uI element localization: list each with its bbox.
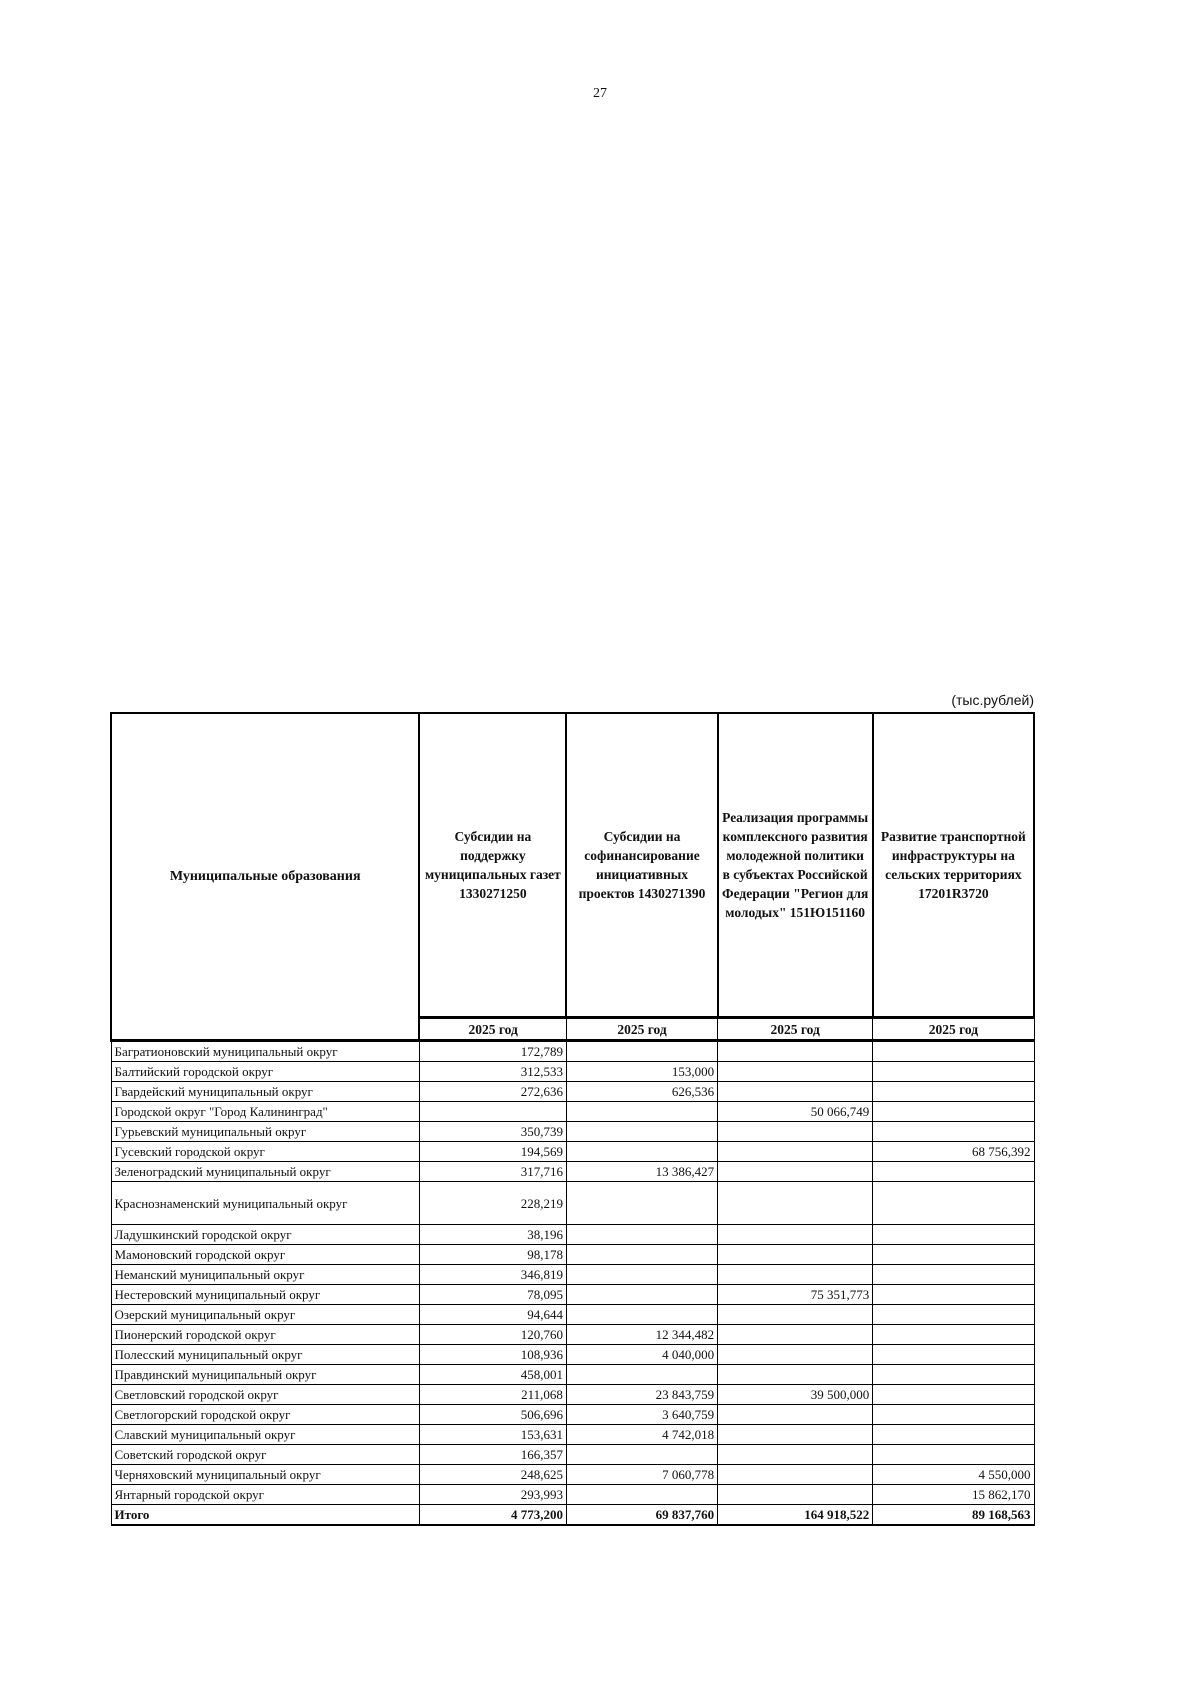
page-number: 27 bbox=[593, 86, 607, 101]
newspaper-subsidy-cell: 120,760 bbox=[419, 1325, 566, 1345]
initiative-projects-cell bbox=[566, 1142, 717, 1162]
municipality-name: Советский городской округ bbox=[111, 1445, 419, 1465]
table-row bbox=[111, 1122, 1034, 1142]
table-row bbox=[111, 1082, 1034, 1102]
initiative-projects-cell: 7 060,778 bbox=[566, 1465, 717, 1485]
header-youth-policy: Реализация программы комплексного развития молодежной политики в субъектах Российской Федерации "Регион для молодых" 151Ю151160 bbox=[718, 713, 873, 1018]
municipality-name: Ладушкинский городской округ bbox=[111, 1225, 419, 1245]
rural-transport-cell bbox=[873, 1082, 1034, 1102]
municipality-name: Зеленоградский муниципальный округ bbox=[111, 1162, 419, 1182]
newspaper-subsidy-cell: 293,993 bbox=[419, 1485, 566, 1505]
header-municipalities: Муниципальные образования bbox=[111, 713, 419, 1041]
table-row bbox=[111, 1465, 1034, 1485]
municipality-name: Неманский муниципальный округ bbox=[111, 1265, 419, 1285]
municipality-name: Полесский муниципальный округ bbox=[111, 1345, 419, 1365]
total-newspaper-subsidy-cell: 4 773,200 bbox=[419, 1505, 566, 1526]
initiative-projects-cell: 626,536 bbox=[566, 1082, 717, 1102]
newspaper-subsidy-cell: 350,739 bbox=[419, 1122, 566, 1142]
rural-transport-cell bbox=[873, 1225, 1034, 1245]
year-header: 2025 год bbox=[718, 1018, 873, 1041]
table-row bbox=[111, 1405, 1034, 1425]
initiative-projects-cell: 3 640,759 bbox=[566, 1405, 717, 1425]
youth-policy-cell bbox=[718, 1325, 873, 1345]
newspaper-subsidy-cell: 172,789 bbox=[419, 1041, 566, 1062]
units-label: (тыс.рублей) bbox=[951, 692, 1034, 708]
municipality-name: Светловский городской округ bbox=[111, 1385, 419, 1405]
total-rural-transport-cell: 89 168,563 bbox=[873, 1505, 1034, 1526]
initiative-projects-cell bbox=[566, 1041, 717, 1062]
rural-transport-cell bbox=[873, 1305, 1034, 1325]
initiative-projects-cell bbox=[566, 1102, 717, 1122]
rural-transport-cell bbox=[873, 1265, 1034, 1285]
municipality-name: Гвардейский муниципальный округ bbox=[111, 1082, 419, 1102]
total-label: Итого bbox=[111, 1505, 419, 1526]
initiative-projects-cell bbox=[566, 1285, 717, 1305]
table-header-row bbox=[111, 713, 1034, 1018]
youth-policy-cell bbox=[718, 1425, 873, 1445]
table-row bbox=[111, 1365, 1034, 1385]
youth-policy-cell bbox=[718, 1142, 873, 1162]
municipality-name: Янтарный городской округ bbox=[111, 1485, 419, 1505]
newspaper-subsidy-cell bbox=[419, 1102, 566, 1122]
initiative-projects-cell: 4 742,018 bbox=[566, 1425, 717, 1445]
youth-policy-cell bbox=[718, 1082, 873, 1102]
municipality-name: Правдинский муниципальный округ bbox=[111, 1365, 419, 1385]
table-row bbox=[111, 1142, 1034, 1162]
youth-policy-cell: 75 351,773 bbox=[718, 1285, 873, 1305]
municipality-name: Мамоновский городской округ bbox=[111, 1245, 419, 1265]
youth-policy-cell bbox=[718, 1162, 873, 1182]
municipality-name: Славский муниципальный округ bbox=[111, 1425, 419, 1445]
municipality-name: Городской округ "Город Калининград" bbox=[111, 1102, 419, 1122]
municipality-name: Гусевский городской округ bbox=[111, 1142, 419, 1162]
youth-policy-cell bbox=[718, 1265, 873, 1285]
municipality-name: Озерский муниципальный округ bbox=[111, 1305, 419, 1325]
youth-policy-cell bbox=[718, 1062, 873, 1082]
youth-policy-cell: 39 500,000 bbox=[718, 1385, 873, 1405]
rural-transport-cell bbox=[873, 1122, 1034, 1142]
table-row bbox=[111, 1162, 1034, 1182]
initiative-projects-cell bbox=[566, 1122, 717, 1142]
table-row bbox=[111, 1102, 1034, 1122]
table-row bbox=[111, 1325, 1034, 1345]
newspaper-subsidy-cell: 108,936 bbox=[419, 1345, 566, 1365]
youth-policy-cell bbox=[718, 1225, 873, 1245]
initiative-projects-cell: 23 843,759 bbox=[566, 1385, 717, 1405]
municipality-name: Светлогорский городской округ bbox=[111, 1405, 419, 1425]
header-initiative-projects: Субсидии на софинансирование инициативных проектов 1430271390 bbox=[566, 713, 717, 1018]
newspaper-subsidy-cell: 98,178 bbox=[419, 1245, 566, 1265]
rural-transport-cell bbox=[873, 1245, 1034, 1265]
table-row bbox=[111, 1485, 1034, 1505]
initiative-projects-cell bbox=[566, 1245, 717, 1265]
table-row bbox=[111, 1265, 1034, 1285]
rural-transport-cell bbox=[873, 1425, 1034, 1445]
initiative-projects-cell bbox=[566, 1265, 717, 1285]
year-header: 2025 год bbox=[873, 1018, 1034, 1041]
subsidies-table bbox=[110, 712, 1035, 1526]
youth-policy-cell bbox=[718, 1041, 873, 1062]
table-row bbox=[111, 1182, 1034, 1225]
municipality-name: Черняховский муниципальный округ bbox=[111, 1465, 419, 1485]
initiative-projects-cell bbox=[566, 1182, 717, 1225]
youth-policy-cell bbox=[718, 1365, 873, 1385]
initiative-projects-cell bbox=[566, 1305, 717, 1325]
table-row bbox=[111, 1285, 1034, 1305]
rural-transport-cell bbox=[873, 1365, 1034, 1385]
total-initiative-projects-cell: 69 837,760 bbox=[566, 1505, 717, 1526]
newspaper-subsidy-cell: 38,196 bbox=[419, 1225, 566, 1245]
youth-policy-cell bbox=[718, 1405, 873, 1425]
rural-transport-cell bbox=[873, 1285, 1034, 1305]
newspaper-subsidy-cell: 94,644 bbox=[419, 1305, 566, 1325]
rural-transport-cell: 4 550,000 bbox=[873, 1465, 1034, 1485]
table-row bbox=[111, 1445, 1034, 1465]
newspaper-subsidy-cell: 228,219 bbox=[419, 1182, 566, 1225]
municipality-name: Балтийский городской округ bbox=[111, 1062, 419, 1082]
table-row bbox=[111, 1062, 1034, 1082]
year-header: 2025 год bbox=[566, 1018, 717, 1041]
newspaper-subsidy-cell: 211,068 bbox=[419, 1385, 566, 1405]
table-row bbox=[111, 1385, 1034, 1405]
initiative-projects-cell bbox=[566, 1365, 717, 1385]
newspaper-subsidy-cell: 194,569 bbox=[419, 1142, 566, 1162]
initiative-projects-cell bbox=[566, 1485, 717, 1505]
table-row bbox=[111, 1305, 1034, 1325]
rural-transport-cell bbox=[873, 1182, 1034, 1225]
year-header: 2025 год bbox=[419, 1018, 566, 1041]
youth-policy-cell: 50 066,749 bbox=[718, 1102, 873, 1122]
youth-policy-cell bbox=[718, 1345, 873, 1365]
initiative-projects-cell: 153,000 bbox=[566, 1062, 717, 1082]
youth-policy-cell bbox=[718, 1465, 873, 1485]
newspaper-subsidy-cell: 312,533 bbox=[419, 1062, 566, 1082]
table-row bbox=[111, 1041, 1034, 1062]
initiative-projects-cell: 4 040,000 bbox=[566, 1345, 717, 1365]
newspaper-subsidy-cell: 78,095 bbox=[419, 1285, 566, 1305]
youth-policy-cell bbox=[718, 1122, 873, 1142]
rural-transport-cell bbox=[873, 1385, 1034, 1405]
rural-transport-cell bbox=[873, 1102, 1034, 1122]
header-rural-transport: Развитие транспортной инфраструктуры на сельских территориях 17201R3720 bbox=[873, 713, 1034, 1018]
youth-policy-cell bbox=[718, 1485, 873, 1505]
newspaper-subsidy-cell: 272,636 bbox=[419, 1082, 566, 1102]
header-newspaper-subsidies: Субсидии на поддержку муниципальных газет 1330271250 bbox=[419, 713, 566, 1018]
total-row bbox=[111, 1505, 1034, 1526]
youth-policy-cell bbox=[718, 1245, 873, 1265]
municipality-name: Багратионовский муниципальный округ bbox=[111, 1041, 419, 1062]
municipality-name: Нестеровский муниципальный округ bbox=[111, 1285, 419, 1305]
municipality-name: Гурьевский муниципальный округ bbox=[111, 1122, 419, 1142]
rural-transport-cell bbox=[873, 1325, 1034, 1345]
table-row bbox=[111, 1425, 1034, 1445]
initiative-projects-cell: 13 386,427 bbox=[566, 1162, 717, 1182]
rural-transport-cell bbox=[873, 1345, 1034, 1365]
rural-transport-cell bbox=[873, 1445, 1034, 1465]
rural-transport-cell: 68 756,392 bbox=[873, 1142, 1034, 1162]
youth-policy-cell bbox=[718, 1182, 873, 1225]
newspaper-subsidy-cell: 317,716 bbox=[419, 1162, 566, 1182]
table-row bbox=[111, 1225, 1034, 1245]
newspaper-subsidy-cell: 346,819 bbox=[419, 1265, 566, 1285]
table-body bbox=[111, 1041, 1034, 1526]
total-youth-policy-cell: 164 918,522 bbox=[718, 1505, 873, 1526]
initiative-projects-cell bbox=[566, 1445, 717, 1465]
rural-transport-cell bbox=[873, 1041, 1034, 1062]
rural-transport-cell bbox=[873, 1405, 1034, 1425]
table-row bbox=[111, 1245, 1034, 1265]
table-row bbox=[111, 1345, 1034, 1365]
municipality-name: Пионерский городской округ bbox=[111, 1325, 419, 1345]
youth-policy-cell bbox=[718, 1305, 873, 1325]
newspaper-subsidy-cell: 458,001 bbox=[419, 1365, 566, 1385]
youth-policy-cell bbox=[718, 1445, 873, 1465]
newspaper-subsidy-cell: 153,631 bbox=[419, 1425, 566, 1445]
newspaper-subsidy-cell: 506,696 bbox=[419, 1405, 566, 1425]
rural-transport-cell bbox=[873, 1062, 1034, 1082]
municipality-name: Краснознаменский муниципальный округ bbox=[111, 1182, 419, 1225]
initiative-projects-cell bbox=[566, 1225, 717, 1245]
rural-transport-cell: 15 862,170 bbox=[873, 1485, 1034, 1505]
newspaper-subsidy-cell: 166,357 bbox=[419, 1445, 566, 1465]
initiative-projects-cell: 12 344,482 bbox=[566, 1325, 717, 1345]
rural-transport-cell bbox=[873, 1162, 1034, 1182]
newspaper-subsidy-cell: 248,625 bbox=[419, 1465, 566, 1485]
